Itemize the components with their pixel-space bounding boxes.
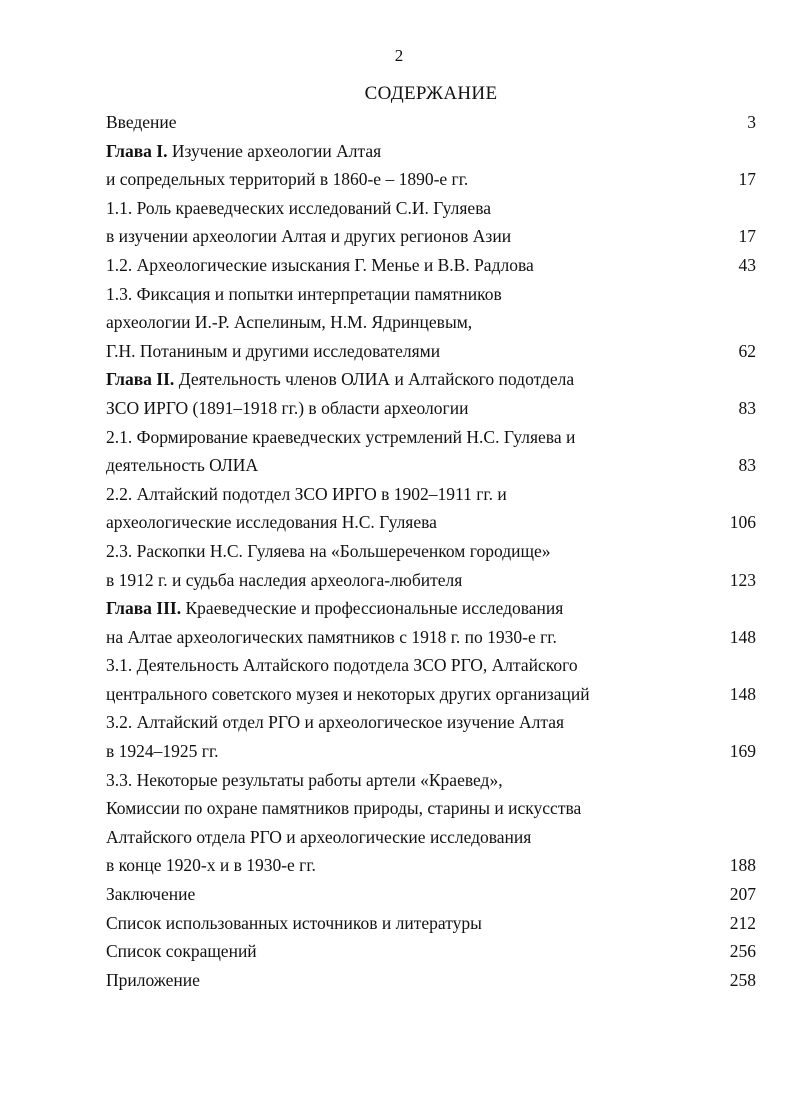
toc-entry-title	[106, 308, 472, 337]
toc-entry	[0, 566, 798, 595]
toc-entry-text: Заключение	[106, 884, 196, 905]
toc-entry-text: Алтайского отдела РГО и археологические исследования	[106, 826, 532, 847]
toc-entry-title	[106, 337, 440, 366]
toc-entry	[0, 794, 798, 823]
toc-entry-title	[106, 251, 534, 280]
toc-entry-text: в конце 1920-х и в 1930-е гг.	[106, 855, 316, 876]
toc-page-number: 212	[729, 912, 756, 933]
table-of-contents	[0, 108, 798, 994]
toc-entry	[0, 394, 798, 423]
toc-entry	[0, 251, 798, 280]
toc-entry	[0, 766, 798, 795]
toc-entry-text: 1.2. Археологические изыскания Г. Менье и В.В. Радлова	[106, 254, 534, 275]
toc-entry-title	[106, 880, 195, 909]
toc-entry-title	[106, 365, 574, 394]
toc-entry-text: 3.3. Некоторые результаты работы артели «Краевед»,	[106, 769, 503, 790]
toc-entry-text: 3.2. Алтайский отдел РГО и археологическое изучение Алтая	[106, 712, 565, 733]
toc-entry-text: деятельность ОЛИА	[106, 455, 259, 476]
toc-entry-text: Приложение	[106, 969, 200, 990]
toc-entry	[0, 280, 798, 309]
toc-entry-title	[106, 851, 316, 880]
toc-title: СОДЕРЖАНИЕ	[364, 83, 498, 104]
toc-entry-title	[106, 537, 550, 566]
toc-entry-text: археологии И.-Р. Аспелиным, Н.М. Ядринцевым,	[106, 312, 473, 333]
toc-entry	[0, 737, 798, 766]
toc-entry-text: Деятельность членов ОЛИА и Алтайского подотдела	[174, 369, 575, 390]
toc-entry	[0, 680, 798, 709]
toc-entry-title	[106, 194, 491, 223]
toc-entry-title	[106, 594, 563, 623]
toc-entry-title	[106, 137, 381, 166]
toc-entry-text: на Алтае археологических памятников с 1918 г. по 1930-е гг.	[106, 626, 557, 647]
toc-entry-text: 3.1. Деятельность Алтайского подотдела ЗСО РГО, Алтайского	[106, 655, 578, 676]
chapter-label: Глава II.	[106, 369, 175, 390]
toc-entry-text: Комиссии по охране памятников природы, старины и искусства	[106, 798, 582, 819]
toc-entry	[0, 194, 798, 223]
toc-entry-text: Изучение археологии Алтая	[167, 140, 382, 161]
toc-entry-title	[106, 680, 590, 709]
toc-entry-text: 1.1. Роль краеведческих исследований С.И. Гуляева	[106, 197, 491, 218]
toc-page-number: 207	[729, 884, 756, 905]
toc-entry	[0, 823, 798, 852]
toc-entry-text: 1.3. Фиксация и попытки интерпретации памятников	[106, 283, 502, 304]
toc-page-number: 106	[729, 512, 756, 533]
toc-entry	[0, 880, 798, 909]
toc-entry-title	[106, 508, 437, 537]
toc-entry-title	[106, 623, 557, 652]
toc-entry-text: ЗСО ИРГО (1891–1918 гг.) в области археологии	[106, 397, 469, 418]
toc-page-number: 188	[729, 855, 756, 876]
toc-entry-text: Список использованных источников и литературы	[106, 912, 482, 933]
toc-entry-title	[106, 480, 507, 509]
toc-entry-title	[106, 566, 462, 595]
toc-entry	[0, 909, 798, 938]
toc-entry	[0, 937, 798, 966]
toc-entry	[0, 537, 798, 566]
toc-page-number: 62	[738, 340, 756, 361]
toc-entry	[0, 451, 798, 480]
toc-entry-title	[106, 423, 575, 452]
toc-page-number: 148	[729, 626, 756, 647]
toc-entry-title	[106, 108, 177, 137]
toc-entry-text: в 1924–1925 гг.	[106, 741, 219, 762]
toc-entry-title	[106, 909, 482, 938]
toc-entry-title	[106, 937, 257, 966]
toc-page-number: 17	[738, 169, 756, 190]
toc-entry-text: 2.1. Формирование краеведческих устремлений Н.С. Гуляева и	[106, 426, 576, 447]
toc-entry-title	[106, 280, 502, 309]
toc-entry-title	[106, 766, 503, 795]
toc-entry	[0, 708, 798, 737]
toc-entry-title	[106, 966, 200, 995]
toc-entry	[0, 308, 798, 337]
chapter-label: Глава III.	[106, 598, 182, 619]
toc-entry	[0, 594, 798, 623]
toc-entry-text: Краеведческие и профессиональные исследования	[181, 598, 564, 619]
toc-entry-title	[106, 708, 564, 737]
toc-entry	[0, 365, 798, 394]
toc-entry-text: Список сокращений	[106, 941, 257, 962]
toc-entry	[0, 423, 798, 452]
toc-entry-title	[106, 451, 258, 480]
toc-entry-text: 2.2. Алтайский подотдел ЗСО ИРГО в 1902–1911 гг. и	[106, 483, 507, 504]
toc-entry-text: и сопредельных территорий в 1860-е – 1890-е гг.	[106, 169, 469, 190]
toc-entry	[0, 222, 798, 251]
toc-entry-title	[106, 794, 581, 823]
toc-page-number: 256	[729, 941, 756, 962]
toc-entry-title	[106, 165, 468, 194]
toc-entry	[0, 651, 798, 680]
toc-page-number: 258	[729, 969, 756, 990]
toc-entry-text: в 1912 г. и судьба наследия археолога-любителя	[106, 569, 463, 590]
toc-page-number: 17	[738, 226, 756, 247]
toc-entry-text: Г.Н. Потаниным и другими исследователями	[106, 340, 441, 361]
toc-entry-text: центрального советского музея и некоторых других организаций	[106, 683, 590, 704]
toc-entry-text: 2.3. Раскопки Н.С. Гуляева на «Большереченком городище»	[106, 540, 551, 561]
toc-page-number: 3	[747, 112, 756, 132]
toc-entry-text: Введение	[106, 112, 177, 132]
toc-entry	[0, 137, 798, 166]
toc-entry	[0, 508, 798, 537]
toc-entry-title	[106, 737, 219, 766]
toc-entry-title	[106, 394, 468, 423]
toc-entry	[0, 480, 798, 509]
chapter-label: Глава I.	[106, 140, 168, 161]
toc-entry	[0, 851, 798, 880]
toc-entry	[0, 623, 798, 652]
toc-page-number: 148	[729, 683, 756, 704]
toc-entry-title	[106, 651, 578, 680]
toc-entry	[0, 108, 798, 137]
toc-page-number: 169	[729, 741, 756, 762]
toc-page-number: 83	[738, 455, 756, 476]
toc-page-number: 83	[738, 397, 756, 418]
toc-page-number: 123	[729, 569, 756, 590]
toc-entry	[0, 337, 798, 366]
page-number: 2	[394, 46, 404, 65]
toc-entry-text: археологические исследования Н.С. Гуляева	[106, 512, 437, 533]
toc-entry-title	[106, 222, 511, 251]
toc-entry-title	[106, 823, 531, 852]
toc-entry	[0, 165, 798, 194]
toc-page-number: 43	[738, 254, 756, 275]
toc-entry-text: в изучении археологии Алтая и других регионов Азии	[106, 226, 512, 247]
toc-entry	[0, 966, 798, 995]
